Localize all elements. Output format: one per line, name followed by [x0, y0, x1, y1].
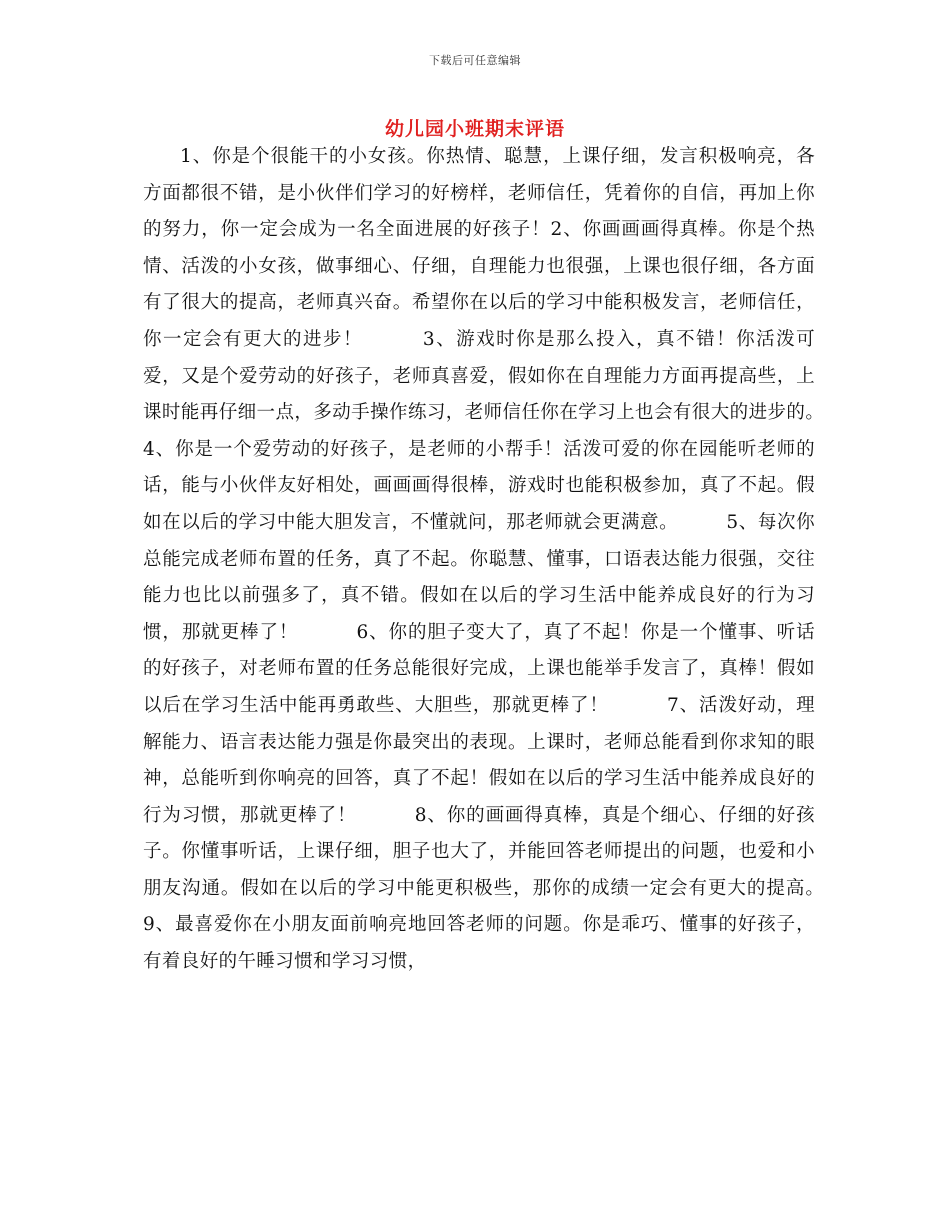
document-body: 1、你是个很能干的小女孩。你热情、聪慧，上课仔细，发言积极响亮，各方面都很不错，是小伙伴们学习的好榜样，老师信任，凭着你的自信，再加上你的努力，你一定会成为一名全面进展的好孩子！2、你画画画得真棒。你是个热情、活泼的小女孩，做事细心、仔细，自理能力也很强，上课也很仔细，各方面有了很大的提高，老师真兴奋。希望你在以后的学习中能积极发言，老师信任，你一定会有更大的进步！ 3、游戏时你是那么投入，真不错！你活泼可爱，又是个爱劳动的好孩子，老师真喜爱，假如你在自理能力方面再提高些，上课时能再仔细一点，多动手操作练习，老师信任你在学习上也会有很大的进步的。 4、你是一个爱劳动的好孩子，是老师的小帮手！活泼可爱的你在园能听老师的话，能与小伙伴友好相处，画画画得很棒，游戏时也能积极参加，真了不起。假如在以后的学习中能大胆发言，不懂就问，那老师就会更满意。 5、每次你总能完成老师布置的任务，真了不起。你聪慧、懂事，口语表达能力很强，交往能力也比以前强多了，真不错。假如在以后的学习生活中能养成良好的行为习惯，那就更棒了！ 6、你的胆子变大了，真了不起！你是一个懂事、听话的好孩子，对老师布置的任务总能很好完成，上课也能举手发言了，真棒！假如以后在学习生活中能再勇敢些、大胆些，那就更棒了！ 7、活泼好动，理解能力、语言表达能力强是你最突出的表现。上课时，老师总能看到你求知的眼神，总能听到你响亮的回答，真了不起！假如在以后的学习生活中能养成良好的行为习惯，那就更棒了！ 8、你的画画得真棒，真是个细心、仔细的好孩子。你懂事听话，上课仔细，胆子也大了，并能回答老师提出的问题，也爱和小朋友沟通。假如在以后的学习中能更积极些，那你的成绩一定会有更大的提高。 9、最喜爱你在小朋友面前响亮地回答老师的问题。你是乖巧、懂事的好孩子，有着良好的午睡习惯和学习习惯，	[143, 146, 872, 973]
page-header: 下载后可任意编辑	[429, 54, 521, 67]
document-title: 幼儿园小班期末评语	[384, 118, 565, 140]
